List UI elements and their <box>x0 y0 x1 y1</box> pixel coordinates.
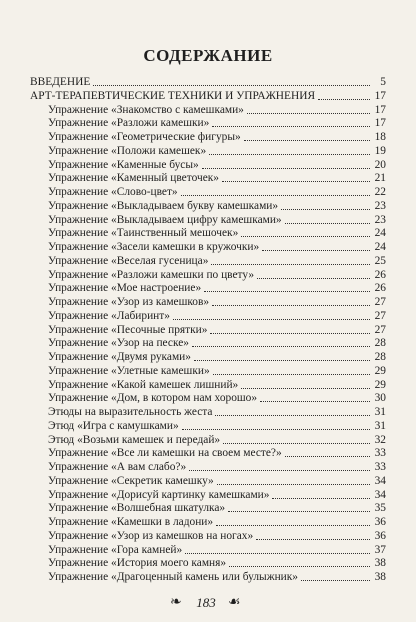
toc-entry-title: Упражнение «Песочные прятки» <box>48 323 208 336</box>
toc-entry <box>48 557 386 570</box>
toc-entry <box>48 296 386 309</box>
toc-entry <box>48 131 386 144</box>
toc-entry <box>48 186 386 199</box>
dot-leader <box>185 553 370 554</box>
toc-entry-title: Упражнение «Узор из камешков на ногах» <box>48 529 254 542</box>
toc-entry <box>48 337 386 350</box>
dot-leader <box>256 539 370 540</box>
toc-entry <box>48 145 386 158</box>
toc-entry-title: Упражнение «Дорисуй картинку камешками» <box>48 488 270 501</box>
toc-entry-title: Упражнение «Двумя руками» <box>48 351 191 363</box>
toc-entry-page: 37 <box>374 543 386 556</box>
toc-entry <box>48 365 386 378</box>
dot-leader <box>281 209 370 210</box>
toc-entry-title: Упражнение «Лабиринт» <box>48 309 170 322</box>
toc-entry-page: 38 <box>374 557 386 570</box>
page-title: СОДЕРЖАНИЕ <box>143 46 273 65</box>
dot-leader <box>285 223 370 224</box>
toc-entry-page: 20 <box>374 158 386 171</box>
toc-entry <box>48 227 386 240</box>
toc-entry <box>48 461 386 474</box>
toc-entry <box>48 214 386 227</box>
dot-leader <box>272 498 370 499</box>
toc-entry <box>48 310 386 323</box>
dot-leader <box>173 319 370 320</box>
dot-leader <box>182 429 370 430</box>
dot-leader <box>223 443 370 444</box>
toc-entry-title: Упражнение «Гора камней» <box>48 543 183 556</box>
toc-entry <box>48 406 386 419</box>
dot-leader <box>210 333 370 334</box>
toc-entry-title: Упражнение «Волшебная шкатулка» <box>48 502 226 515</box>
toc-entry-title: Упражнение «Знакомство с камешками» <box>48 103 244 116</box>
toc-entry-title: АРТ-ТЕРАПЕВТИЧЕСКИЕ ТЕХНИКИ И УПРАЖНЕНИЯ <box>30 89 316 102</box>
toc-entry-page: 18 <box>374 131 386 143</box>
dot-leader <box>217 484 370 485</box>
page-number: 183 <box>196 595 216 610</box>
toc-entry-title: Упражнение «Каменный цветочек» <box>48 172 219 185</box>
toc-entry-page: 33 <box>374 447 386 460</box>
dot-leader <box>189 470 370 471</box>
dot-leader <box>211 264 370 265</box>
toc-entry-page: 36 <box>374 529 386 542</box>
toc-entry-page: 17 <box>374 117 386 130</box>
dot-leader <box>241 388 370 389</box>
toc-entry <box>48 489 386 502</box>
toc-entry <box>48 172 386 185</box>
toc-entry-title: Упражнение «Все ли камешки на своем месте?» <box>48 447 282 460</box>
toc-entry-page: 29 <box>374 364 386 377</box>
dot-leader <box>209 154 370 155</box>
toc-entry-page: 5 <box>380 76 386 88</box>
dot-leader <box>212 305 370 306</box>
toc-entry <box>48 282 386 295</box>
dot-leader <box>229 566 370 567</box>
toc-entry-page: 31 <box>374 406 386 418</box>
toc-entry <box>48 392 386 405</box>
toc-entry-title: Упражнение «Улетные камешки» <box>48 364 210 377</box>
toc-entry-page: 21 <box>374 172 386 185</box>
toc-entry-title: Упражнение «Таинственный мешочек» <box>48 227 239 240</box>
dot-leader <box>257 278 370 279</box>
dot-leader <box>93 85 370 86</box>
dot-leader <box>216 525 370 526</box>
toc-entry-page: 34 <box>374 474 386 487</box>
dot-leader <box>244 140 370 141</box>
toc-entry <box>48 502 386 515</box>
dot-leader <box>213 374 370 375</box>
toc-entry-page: 31 <box>374 419 386 432</box>
toc-entry <box>48 447 386 460</box>
dot-leader <box>202 168 370 169</box>
dot-leader <box>241 236 370 237</box>
toc-entry-title: Упражнение «Каменные бусы» <box>48 158 199 171</box>
toc-entry-page: 30 <box>374 392 386 405</box>
toc-entry <box>48 516 386 529</box>
toc-entry-page: 26 <box>374 268 386 281</box>
toc-entry <box>48 530 386 543</box>
toc-entry-page: 23 <box>374 213 386 226</box>
toc-entry-page: 36 <box>374 516 386 528</box>
toc-entry-page: 24 <box>374 241 386 253</box>
dot-leader <box>215 415 370 416</box>
toc-entry-title: Упражнение «Слово-цвет» <box>48 186 178 198</box>
toc-entry-page: 35 <box>374 502 386 515</box>
toc-entry-page: 33 <box>374 461 386 473</box>
toc-entry <box>48 104 386 117</box>
toc-entry-title: Упражнение «Какой камешек лишний» <box>48 378 239 391</box>
toc-entry-title: Упражнение «История моего камня» <box>48 557 227 570</box>
toc-entry-title: Упражнение «Геометрические фигуры» <box>48 131 241 143</box>
toc-entry-title: Упражнение «Дом, в котором нам хорошо» <box>48 392 258 405</box>
toc-entry-title: Этюд «Игра с камушками» <box>48 419 179 432</box>
toc-entry-page: 22 <box>374 186 386 198</box>
toc-entry-page: 38 <box>374 571 386 583</box>
toc-entry-title: Упражнение «Драгоценный камень или булыжник» <box>48 571 298 583</box>
toc-entry <box>48 117 386 130</box>
toc-entry <box>48 420 386 433</box>
toc-entry <box>48 475 386 488</box>
dot-leader <box>301 580 370 581</box>
toc-entry-page: 27 <box>374 323 386 336</box>
page-footer <box>0 594 416 614</box>
toc-entry-page: 29 <box>374 378 386 391</box>
toc-entry-page: 17 <box>374 89 386 102</box>
toc-entry-page: 23 <box>374 199 386 212</box>
toc-entry-title: Упражнение «Узор из камешков» <box>48 296 210 308</box>
toc-entry-page: 24 <box>374 227 386 240</box>
toc-entry-title: Упражнение «Выкладываем цифру камешками» <box>48 213 282 226</box>
toc-entry-title: Этюды на выразительность жеста <box>48 406 213 418</box>
toc-entry-title: Упражнение «Засели камешки в кружочки» <box>48 241 260 253</box>
dot-leader <box>228 511 370 512</box>
dot-leader <box>247 113 370 114</box>
dot-leader <box>262 250 370 251</box>
toc-entry <box>48 571 386 584</box>
toc-entry <box>30 90 386 103</box>
dot-leader <box>181 195 370 196</box>
toc-entry-title: Этюд «Возьми камешек и передай» <box>48 433 221 446</box>
toc-entry-title: Упражнение «Секретик камешку» <box>48 474 214 487</box>
toc-entry-title: Упражнение «Веселая гусеница» <box>48 254 209 267</box>
dot-leader <box>318 99 370 100</box>
toc-entry-title: Упражнение «Мое настроение» <box>48 282 202 295</box>
dot-leader <box>194 360 370 361</box>
ornament-left-icon: ❧ <box>170 595 182 610</box>
toc-entry-page: 17 <box>374 103 386 116</box>
dot-leader <box>212 126 370 127</box>
dot-leader <box>192 346 370 347</box>
toc-entry-title: Упражнение «Камешки в ладони» <box>48 516 214 528</box>
toc-entry-page: 26 <box>374 282 386 295</box>
toc-entry <box>48 434 386 447</box>
toc-entry-page: 34 <box>374 488 386 501</box>
ornament-right-icon: ☙ <box>228 595 241 610</box>
dot-leader <box>222 181 370 182</box>
toc-entry-title: Упражнение «Узор на песке» <box>48 337 189 350</box>
toc-entry-page: 27 <box>374 309 386 322</box>
toc-entry-title: Упражнение «Разложи камешки по цвету» <box>48 268 255 281</box>
toc-entry <box>48 351 386 364</box>
toc-entry <box>48 200 386 213</box>
toc-entry-title: Упражнение «Положи камешек» <box>48 144 207 157</box>
toc-entry-title: Упражнение «Разложи камешки» <box>48 117 210 130</box>
toc-entry-title: ВВЕДЕНИЕ <box>30 76 91 88</box>
toc-entry-title: Упражнение «А вам слабо?» <box>48 461 187 473</box>
toc-entry <box>48 379 386 392</box>
toc-entry <box>48 324 386 337</box>
toc-entry <box>30 76 386 89</box>
toc-entry-page: 27 <box>374 296 386 308</box>
dot-leader <box>204 291 370 292</box>
toc-entry-title: Упражнение «Выкладываем букву камешками» <box>48 199 279 212</box>
toc-entry-page: 25 <box>374 254 386 267</box>
toc-entry <box>48 241 386 254</box>
toc-entry-page: 32 <box>374 433 386 446</box>
toc-entry-page: 19 <box>374 144 386 157</box>
toc-entry-page: 28 <box>374 337 386 350</box>
toc-entry <box>48 269 386 282</box>
dot-leader <box>260 401 370 402</box>
toc-entry-page: 28 <box>374 351 386 363</box>
dot-leader <box>285 456 370 457</box>
toc-entry <box>48 159 386 172</box>
toc-entry <box>48 544 386 557</box>
toc-entry <box>48 255 386 268</box>
